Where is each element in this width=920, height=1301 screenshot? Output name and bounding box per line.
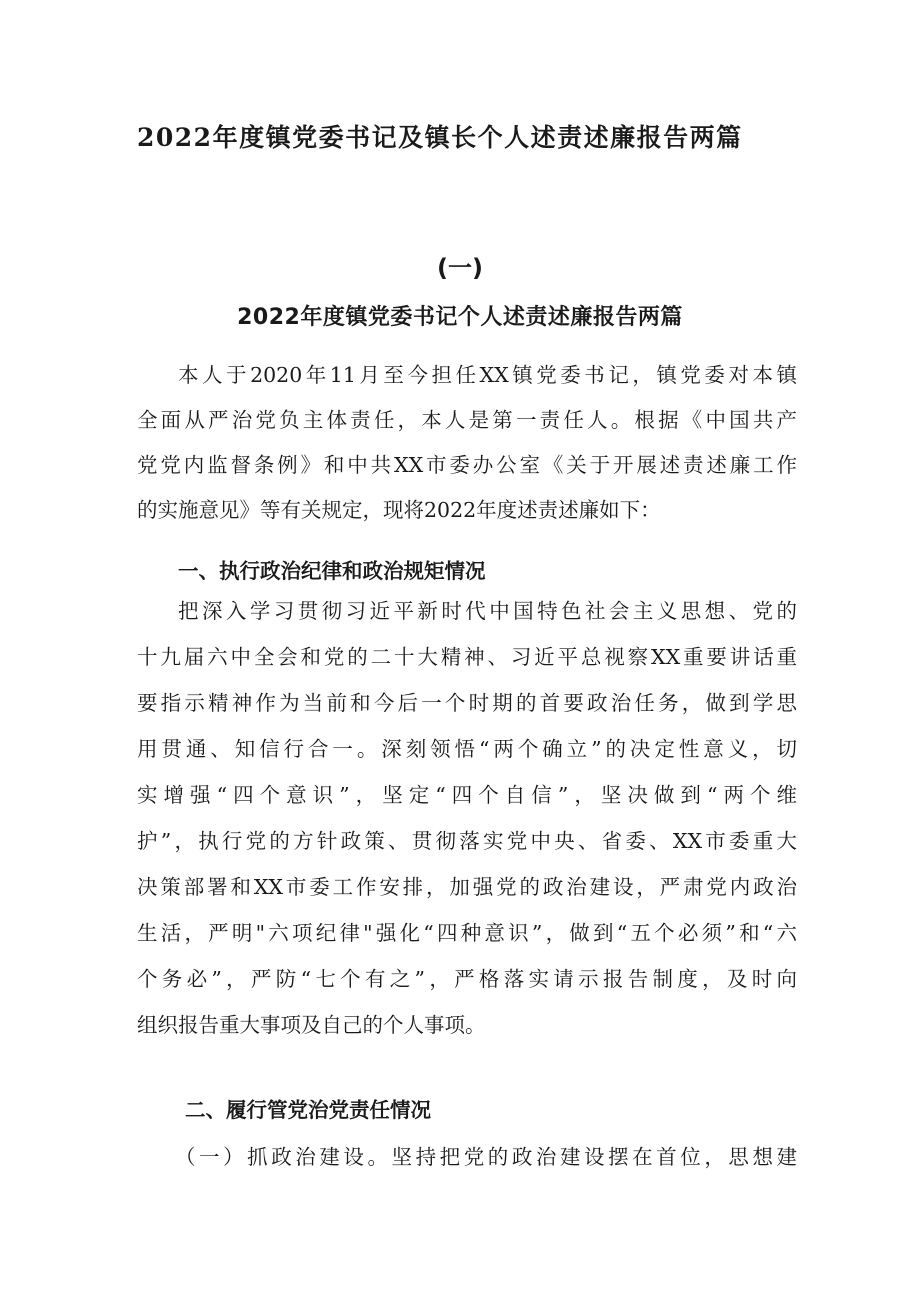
paragraph-line: 全面从严治党负主体责任，本人是第一责任人。根据《中国共产 <box>137 408 797 432</box>
paragraph-political-discipline <box>137 601 797 1035</box>
paragraph-line: 本人于2020年11月至今担任XX镇党委书记，镇党委对本镇 <box>178 363 797 387</box>
heading-political-discipline: 一、执行政治纪律和政治规矩情况 <box>178 559 486 583</box>
paragraph-line: 决策部署和XX市委工作安排，加强党的政治建设，严肃党内政治 <box>137 875 797 899</box>
section-title: 2022年度镇党委书记个人述责述廉报告两篇 <box>237 305 683 330</box>
paragraph-line: 用贯通、知信行合一。深刻领悟“两个确立”的决定性意义，切 <box>137 737 797 761</box>
paragraph-line: 组织报告重大事项及自己的个人事项。 <box>137 1013 486 1037</box>
heading-party-governance: 二、履行管党治党责任情况 <box>185 1098 431 1122</box>
paragraph-line: 要指示精神作为当前和今后一个时期的首要政治任务，做到学思 <box>137 691 797 715</box>
paragraph-line: 个务必”，严防“七个有之”，严格落实请示报告制度，及时向 <box>137 967 797 991</box>
paragraph-line: 党党内监督条例》和中共XX市委办公室《关于开展述责述廉工作 <box>137 453 797 477</box>
paragraph-line: 十九届六中全会和党的二十大精神、习近平总视察XX重要讲话重 <box>137 645 797 669</box>
paragraph-line: 把深入学习贯彻习近平新时代中国特色社会主义思想、党的 <box>178 599 797 623</box>
document-title: 2022年度镇党委书记及镇长个人述责述廉报告两篇 <box>137 123 743 152</box>
paragraph-line: 的实施意见》等有关规定，现将2022年度述责述廉如下： <box>137 498 661 522</box>
paragraph-intro <box>137 365 797 520</box>
paragraph-political-building: （一）抓政治建设。坚持把党的政治建设摆在首位，思想建 <box>175 1145 797 1169</box>
paragraph-line: 实增强“四个意识”，坚定“四个自信”，坚决做到“两个维 <box>137 783 797 807</box>
paragraph-line: 护”，执行党的方针政策、贯彻落实党中央、省委、XX市委重大 <box>137 829 797 853</box>
section-number: (一) <box>437 254 483 282</box>
paragraph-line: 生活，严明"六项纪律"强化“四种意识”，做到“五个必须”和“六 <box>137 921 797 945</box>
